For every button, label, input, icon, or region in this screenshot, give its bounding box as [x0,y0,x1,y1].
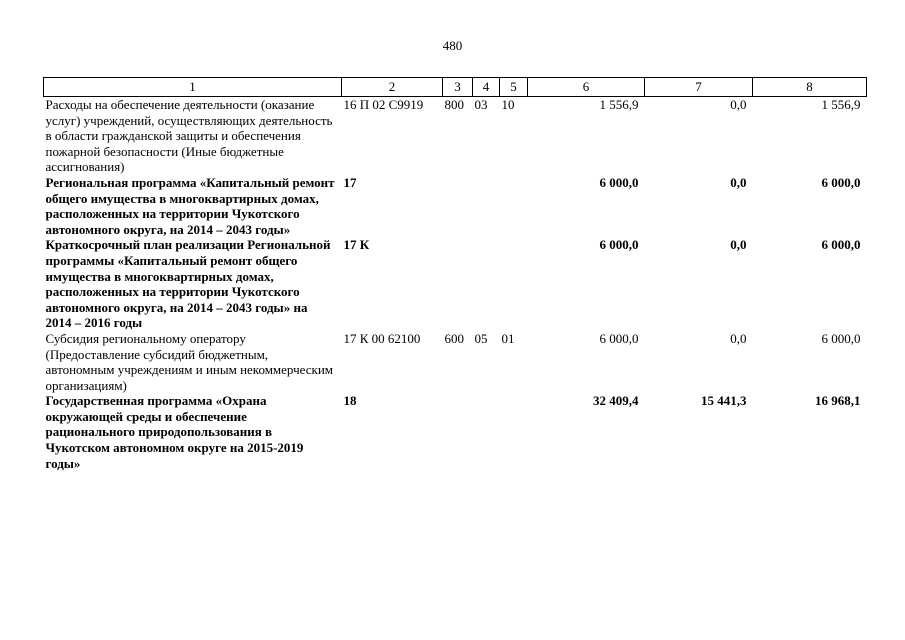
row-amount-col6: 32 409,4 [593,393,639,409]
row-name: Субсидия региональному оператору (Предоставление субсидий бюджетным, автономным учреждениям и иным некоммерческим организациям) [45,330,334,393]
header-col-4: 4 [473,78,500,97]
table-row [44,393,867,471]
row-target-code: 16 П 02 С9919 [343,97,424,112]
table-row [44,175,867,237]
header-col-8: 8 [753,78,867,97]
row-section: 03 [474,97,488,112]
row-amount-col7: 0,0 [730,237,747,253]
header-col-3: 3 [443,78,473,97]
table-row [44,97,867,175]
row-section: 05 [474,330,488,346]
budget-table [43,77,867,471]
row-name: Краткосрочный план реализации Региональной программы «Капитальный ремонт общего имущества в многоквартирных домах, расположенных на территории Чукотского автономного округа, на 2014 – 2043 годы» на 2014 – 2016 годы [45,237,331,331]
table-row [44,331,867,393]
row-target-code: 17 [343,174,357,190]
header-row [44,78,867,97]
table-header [44,78,867,97]
row-amount-col8: 6 000,0 [821,174,861,190]
row-subsection: 01 [501,330,515,346]
row-expense-type [443,393,473,471]
row-section [473,393,500,471]
header-col-7: 7 [645,78,753,97]
row-name: Региональная программа «Капитальный ремонт общего имущества в многоквартирных домах, расположенных на территории Чукотского автономного округа, на 2014 – 2043 годы» [45,174,335,237]
row-amount-col8: 6 000,0 [821,330,861,346]
row-amount-col6: 6 000,0 [599,237,639,253]
row-amount-col6: 1 556,9 [599,97,639,112]
row-name: Расходы на обеспечение деятельности (оказание услуг) учреждений, осуществляющих деятельность в области гражданской защиты и обеспечения пожарной безопасности (Иные бюджетные ассигнования) [45,97,333,175]
row-subsection [500,393,528,471]
row-amount-col7: 0,0 [730,330,747,346]
header-col-2: 2 [342,78,443,97]
header-col-5: 5 [500,78,528,97]
row-target-code: 18 [343,393,357,409]
row-section [473,237,500,331]
header-col-1: 1 [44,78,342,97]
row-amount-col7: 15 441,3 [701,393,747,409]
row-amount-col8: 6 000,0 [821,237,861,253]
row-amount-col6: 6 000,0 [599,174,639,190]
table-body [44,97,867,472]
row-expense-type: 800 [444,97,464,112]
row-subsection [500,175,528,237]
row-expense-type: 600 [444,330,464,346]
row-amount-col7: 0,0 [730,97,747,112]
row-subsection [500,237,528,331]
row-amount-col8: 16 968,1 [815,393,861,409]
page-number: 480 [442,38,463,53]
row-section [473,175,500,237]
header-col-6: 6 [528,78,645,97]
row-expense-type [443,237,473,331]
row-amount-col7: 0,0 [730,174,747,190]
row-target-code: 17 К 00 62100 [343,330,421,346]
row-subsection: 10 [501,97,515,112]
row-amount-col8: 1 556,9 [821,97,861,112]
row-expense-type [443,175,473,237]
table-row [44,237,867,331]
row-name: Государственная программа «Охрана окружающей среды и обеспечение рационального природопользования в Чукотском автономном округе на 2015-2019 годы» [45,393,304,471]
row-amount-col6: 6 000,0 [599,330,639,346]
row-target-code: 17 К [343,237,370,253]
